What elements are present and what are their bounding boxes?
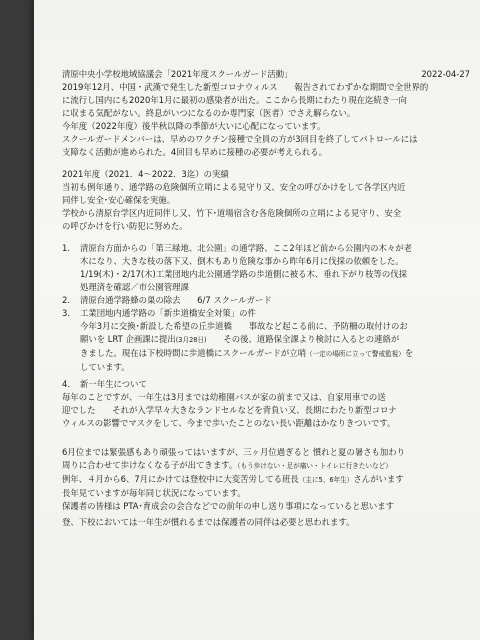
item-line: 迎でした それが入学早々大きなランドセルなどを背負い又、長期にわたり新型コロナ	[62, 405, 397, 415]
item-line: ウィルスの影響でマスクをして、今まで歩いたことのない長い距離はかなりきついです。	[62, 418, 396, 428]
intro-paragraph	[62, 81, 470, 159]
item-title: 工業団地内通学路の「新歩道橋安全対策」の件	[80, 308, 256, 318]
item-line: 今年3月に交換･新設した希望の丘歩道橋 事故など起こる前に、予防柵の取付けのお	[80, 321, 408, 331]
closing-text: 例年、４月から6、7月にかけては登校中に大変苦労してる班長	[62, 474, 299, 484]
item-line	[80, 333, 470, 347]
item-line: しています。	[80, 362, 130, 372]
intro-line: に収まる気配がない。終息がいつになるのか専門家（医者）でさえ解らない。	[62, 108, 356, 118]
closing-line: 長年見ていますが毎年同じ状況になっています。	[62, 488, 246, 498]
document-header	[62, 68, 470, 81]
closing-paragraph	[62, 446, 470, 529]
intro-line: スクールガードメンバーは、早めのワクチン接種で全員の方が3回目を終了してパトロールには	[62, 134, 418, 144]
results-line: の呼びかけを行い防犯に努めた。	[62, 221, 188, 231]
item-small-note: (3月28日)	[175, 336, 207, 344]
item-text: 願いを LRT 企画課に提出	[80, 334, 176, 344]
item-4-body	[62, 391, 470, 430]
results-heading: 2021年度（2021．4〜2022．3迄）の実績	[62, 169, 229, 179]
closing-small-note: （主に5、6年生）	[298, 476, 354, 484]
item-line: 木になり、大きな枝の落下又、倒木もあり危険な事から昨年6月に伐採の依頼をした。	[80, 256, 404, 266]
intro-line: に流行し国内にも2020年1月に最初の感染者が出た。ここから長期にわたり現在迄続き一向	[62, 95, 407, 105]
closing-line	[62, 459, 470, 473]
document-body	[62, 68, 470, 529]
results-section	[62, 168, 470, 233]
item-number: 3.	[62, 308, 70, 318]
item-small-note: （一定の場所に立って警戒監視）	[305, 350, 405, 358]
closing-text: 周りに合わせて歩けなくなる子が出てきます。	[62, 460, 238, 470]
closing-line: 登、下校においては一年生が慣れるまでは保護者の同伴は必要と思われます。	[62, 517, 355, 527]
item-number: 4.	[62, 379, 70, 389]
closing-line: 保護者の皆様は PTA･育成会の会合などでの前年の申し送り事項になっていると思います	[62, 501, 394, 511]
item-line	[80, 347, 470, 361]
document-title: 清原中央小学校地域協議会「2021年度スクールガード活動」	[62, 69, 293, 79]
intro-line: 支障なく活動が進められた。4回目も早めに接種の必要が考えられる。	[62, 147, 327, 157]
item-text: 清原台通学路蜂の巣の除去	[80, 295, 181, 305]
item-text: を	[404, 348, 414, 358]
item-line: 1/19(木)・2/17(木)工業団地内北公園通学路の歩道側に被る木、垂れ下がり枝等の伐採	[80, 269, 408, 279]
item-text: きました。現在は下校時間に歩道橋にスクールガードが立哨	[80, 348, 306, 358]
list-item-1	[62, 242, 470, 294]
item-title: 新一年生について	[80, 379, 147, 389]
intro-line: 2019年12月、中国・武漢で発生した新型コロナウィルス 報告されてわずかな期間で全世界的	[62, 82, 429, 92]
closing-line	[62, 473, 470, 487]
results-line: 同伴し安全･安心確保を実施。	[62, 195, 176, 205]
list-item-2	[62, 294, 470, 307]
item-line: 処理済を確認／市公園管理課	[80, 282, 189, 292]
list-item-4	[62, 378, 470, 391]
intro-line: 今年度（2022年度）後半秋以降の季節が大いに心配になっています。	[62, 121, 326, 131]
document-date: 2022-04-27	[421, 69, 470, 79]
item-number: 2.	[62, 295, 70, 305]
item-text: その後、道路保全課より検討に入るとの連絡が	[206, 334, 400, 344]
closing-text: さんがいます	[353, 474, 404, 484]
closing-small-note: （もう歩けない・足が痛い・トイレに行きたいなど）	[237, 462, 392, 470]
results-line: 当初も例年通り、通学路の危険個所立哨による見守り又、安全の呼びかけをして各学区内近	[62, 182, 406, 192]
item-line: 毎年のことですが、一年生は3月までは幼稚園バスが家の前まで又は、自家用車での送	[62, 392, 386, 402]
item-note: 6/7 スクールガード	[197, 295, 272, 305]
item-3-body	[62, 320, 470, 374]
item-line: 清原台方面からの「第三緑地、北公園」の通学路、ここ2年ほど前から公園内の木々が老	[80, 243, 412, 253]
item-number: 1.	[62, 243, 70, 253]
results-line: 学校から清原台学区内近同伴し又、竹下･道場宿含む各危険個所の立哨による見守り、安全	[62, 208, 402, 218]
closing-line: 6月位までは緊張感もあり頑張ってはいますが、三ヶ月位過ぎると 慣れと夏の暑さも加わり	[62, 447, 405, 457]
list-item-3	[62, 307, 470, 320]
